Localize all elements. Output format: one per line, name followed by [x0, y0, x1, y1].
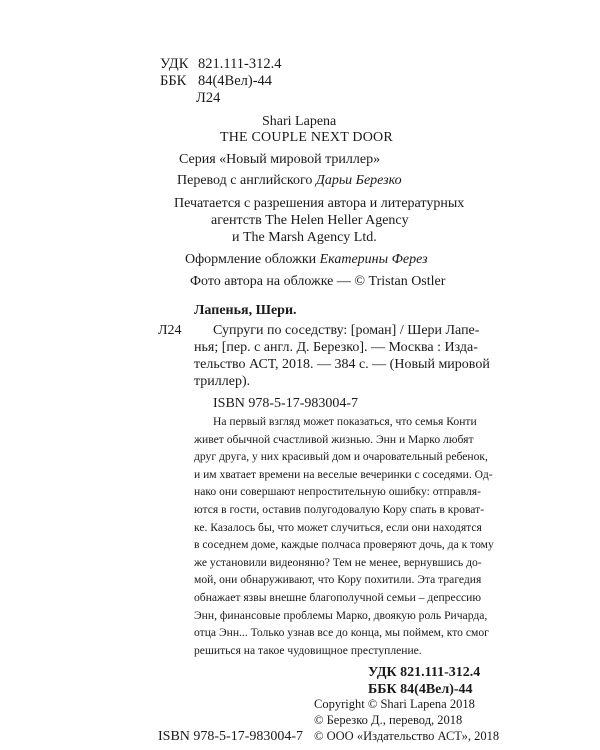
- udk-label: УДК: [160, 56, 189, 72]
- cover-designer-name: Екатерины Ферез: [319, 252, 428, 267]
- original-title: THE COUPLE NEXT DOOR: [220, 130, 393, 145]
- permission-line-3: и The Marsh Agency Ltd.: [232, 230, 377, 245]
- bbk-line: [160, 73, 272, 90]
- annotation-line: нако они совершают непростительную ошибку: отправля-: [194, 485, 481, 499]
- catalog-body-line-3: тельство АСТ, 2018. — 384 с. — (Новый мировой: [194, 357, 490, 372]
- annotation-line: в соседнем доме, каждые полчаса проверяют дочь, да к тому: [194, 538, 494, 552]
- translation-prefix: Перевод с английского: [177, 173, 313, 188]
- annotation-line: отца Энн... Только узнав все до конца, мы поймем, кто смог: [194, 626, 489, 640]
- catalog-body-line-2: нья; [пер. с англ. Д. Березко]. — Москва : Изда-: [194, 340, 478, 355]
- annotation-line: друг друга, у них красивый дом и очаровательный ребенок,: [194, 450, 488, 464]
- photo-credit: Фото автора на обложке — © Tristan Ostler: [190, 274, 446, 289]
- copyright-line-2: © Березко Д., перевод, 2018: [314, 713, 463, 727]
- series-line: Серия «Новый мировой триллер»: [179, 152, 381, 167]
- catalog-body-line-4: триллер).: [194, 374, 251, 389]
- author-mark: Л24: [196, 90, 221, 106]
- translation-line: [177, 172, 402, 189]
- copyright-line-1: Copyright © Shari Lapena 2018: [314, 697, 475, 711]
- footer-bbk: ББК 84(4Вел)-44: [368, 682, 473, 697]
- bbk-value: 84(4Вел)-44: [197, 73, 273, 89]
- annotation-line: решиться на такое чудовищное преступление.: [194, 643, 422, 657]
- annotation-line: мой, они обнаруживают, что Кору похитили. Эта трагедия: [194, 573, 482, 587]
- annotation-line: же установили видеоняню? Тем не менее, вернувшись до-: [194, 555, 482, 569]
- permission-line-2: агентств The Helen Heller Agency: [211, 213, 409, 228]
- copyright-isbn: ISBN 978-5-17-983004-7: [158, 729, 304, 744]
- cover-design-line: [185, 251, 428, 268]
- footer-udk: УДК 821.111-312.4: [368, 665, 481, 680]
- annotation-line: и им хватает времени на веселые вечеринки с соседями. Од-: [194, 467, 493, 481]
- translator-name: Дарьи Березко: [315, 173, 402, 188]
- catalog-heading: Лапенья, Шери.: [194, 303, 297, 318]
- annotation-line: ются в гости, оставив полугодовалую Кору спать в кроват-: [194, 503, 485, 516]
- cover-design-prefix: Оформление обложки: [185, 252, 317, 267]
- annotation-line: На первый взгляд может показаться, что семья Конти: [213, 415, 477, 428]
- annotation-line: ке. Казалось бы, что может случиться, если они находятся: [194, 520, 482, 534]
- catalog-mark: Л24: [158, 323, 182, 338]
- udk-value: 821.111-312.4: [198, 56, 282, 72]
- udk-line: [160, 56, 282, 73]
- original-author: Shari Lapena: [262, 114, 337, 129]
- catalog-body-line-1: Супруги по соседству: [роман] / Шери Лапе-: [213, 323, 480, 338]
- catalog-isbn: ISBN 978-5-17-983004-7: [213, 396, 359, 411]
- copyright-line-3: © ООО «Издательство АСТ», 2018: [314, 729, 500, 743]
- bbk-label: ББК: [160, 73, 187, 89]
- annotation-line: обнажает язвы внешне благополучной семьи – депрессию: [194, 591, 482, 604]
- annotation-line: Энн, финансовые проблемы Марко, двоякую роль Ричарда,: [194, 608, 488, 622]
- annotation-line: живет обычной счастливой жизнью. Энн и Марко любят: [194, 432, 474, 446]
- permission-line-1: Печатается с разрешения автора и литературных: [174, 196, 465, 211]
